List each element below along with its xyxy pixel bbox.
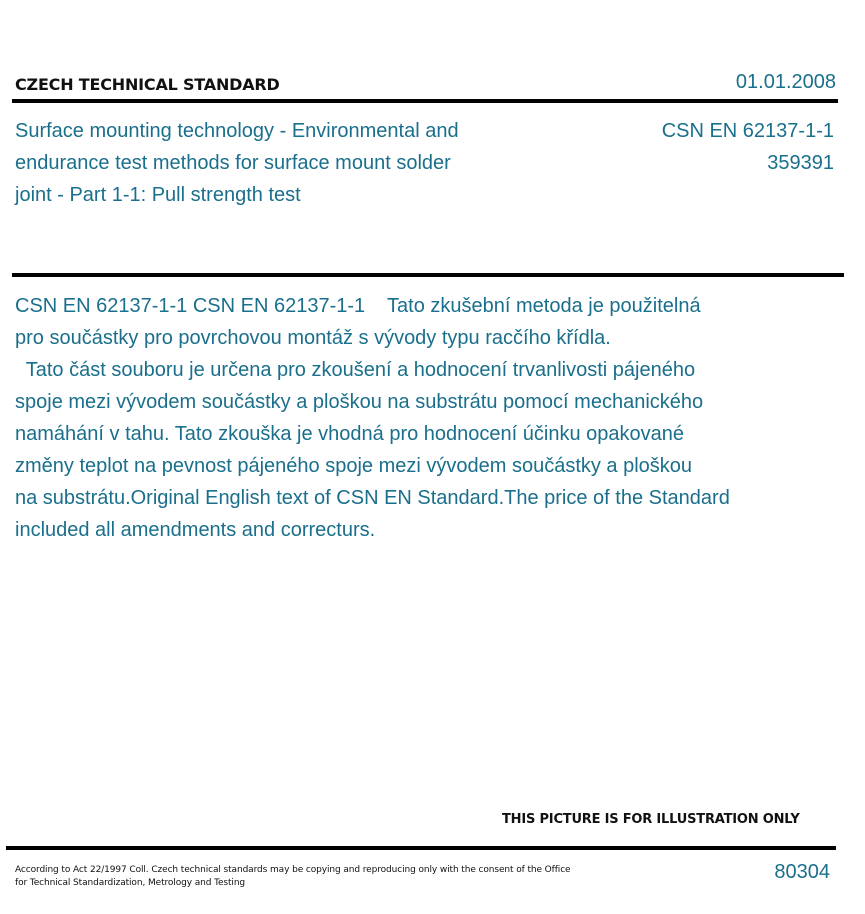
section-divider: [12, 273, 844, 277]
standard-type-heading: CZECH TECHNICAL STANDARD: [15, 75, 280, 94]
illustration-disclaimer: THIS PICTURE IS FOR ILLUSTRATION ONLY: [502, 812, 800, 827]
footer-code: 80304: [774, 861, 830, 883]
abstract-line: Tato část souboru je určena pro zkoušení a hodnocení trvanlivosti pájeného: [15, 359, 696, 381]
abstract-line: namáhání v tahu. Tato zkouška je vhodná pro hodnocení účinku opakované: [15, 423, 684, 445]
standard-code: CSN EN 62137-1-1: [661, 120, 834, 142]
abstract-line: CSN EN 62137-1-1 CSN EN 62137-1-1 Tato zkušební metoda je použitelná: [15, 295, 701, 317]
abstract-line: spoje mezi vývodem součástky a ploškou na substrátu pomocí mechanického: [15, 391, 704, 413]
footer-divider: [6, 846, 836, 850]
classification-number: 359391: [767, 152, 834, 174]
header-divider: [12, 99, 838, 103]
legal-notice-line: According to Act 22/1997 Coll. Czech technical standards may be copying and reproducing only with the consent of the Office: [15, 865, 571, 875]
abstract-line: included all amendments and correcturs.: [15, 519, 376, 541]
abstract-text: [15, 290, 815, 546]
document-title: [15, 115, 515, 211]
legal-notice: [15, 864, 571, 890]
abstract-line: změny teplot na pevnost pájeného spoje mezi vývodem součástky a ploškou: [15, 455, 693, 477]
document-title-line: joint - Part 1-1: Pull strength test: [15, 184, 301, 206]
effective-date: 01.01.2008: [735, 71, 836, 93]
abstract-line: na substrátu.Original English text of CSN EN Standard.The price of the Standard: [15, 487, 730, 509]
document-title-line: endurance test methods for surface mount solder: [15, 152, 451, 174]
legal-notice-line: for Technical Standardization, Metrology and Testing: [15, 878, 246, 888]
abstract-line: pro součástky pro povrchovou montáž s vývody typu racčího křídla.: [15, 327, 611, 349]
standard-codes: [662, 115, 834, 179]
document-title-line: Surface mounting technology - Environmental and: [15, 120, 459, 142]
